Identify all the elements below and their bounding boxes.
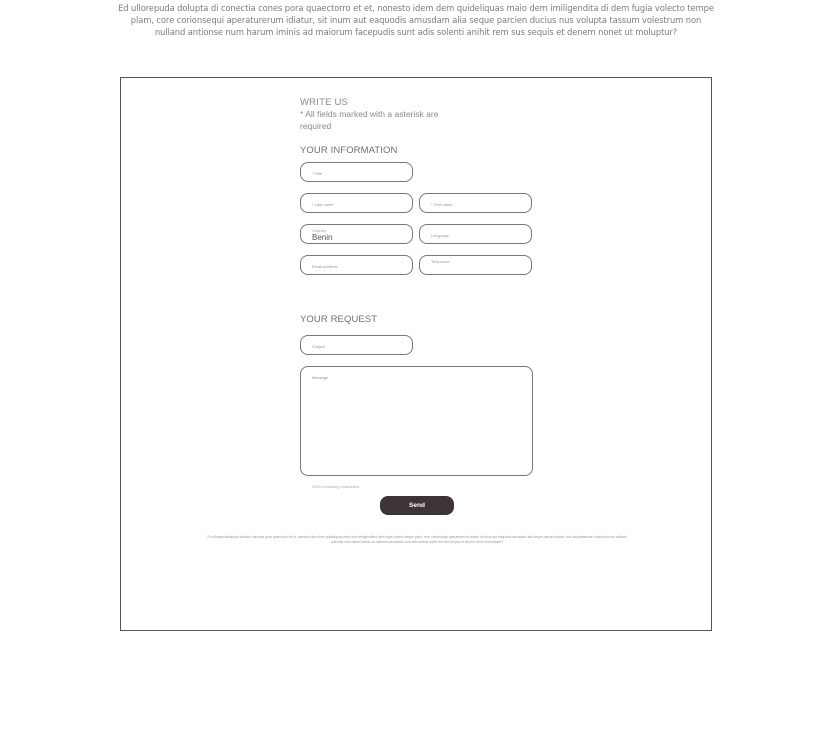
telephone-field[interactable]	[419, 255, 532, 275]
message-textarea[interactable]	[300, 366, 533, 476]
intro-paragraph: Ed ullorepuda dolupta di conectia cones pora quaectorro et et, nonesto idem dem quideliquas maio dem imiligendita di dem fugia volecto tempe plam, core corionsequi aperaturerum idiatur, sit inum aut eaquodis amusdam alia seque parcien ducius nus volupta tassum volestrum non nulland antionse num harum iminis ad maiorum facepudis sunt adis solenti anihit rem sus sequis et denem nonet ut moluptur?	[118, 3, 714, 38]
email-field[interactable]	[300, 255, 413, 275]
subject-field[interactable]	[300, 335, 413, 355]
subject-placeholder: Subject	[312, 344, 326, 349]
last-name-field[interactable]	[300, 193, 413, 213]
contact-form-panel	[120, 77, 712, 631]
last-name-placeholder: * Last name	[312, 202, 334, 207]
your-information-heading: YOUR INFORMATION	[300, 145, 398, 156]
first-name-field[interactable]	[419, 193, 532, 213]
country-value: Benin	[312, 233, 333, 242]
country-select[interactable]	[300, 224, 413, 244]
language-field[interactable]	[419, 224, 532, 244]
title-field[interactable]	[300, 162, 413, 182]
title-placeholder: * Title	[312, 171, 323, 176]
remaining-characters: 2000 remaining characters	[312, 484, 360, 489]
form-title: WRITE US	[300, 97, 349, 108]
first-name-placeholder: * First name	[431, 202, 453, 207]
send-button[interactable]: Send	[380, 496, 454, 515]
required-note: * All fields marked with a asterisk are required	[300, 109, 439, 131]
country-label: Country	[312, 228, 327, 233]
footer-disclaimer: Ed ullorepudadolupta dicenim hacones pora quaectorro et et, nonesto idem dem quideliquas maio dem imiligendited dem fugia volecto tempe plam, core corionsequi aperaturerum idiatur, sit inum aut eaquodis amusdam alia seque parcien ducius nus voluptatassum volestrum non nulland antionse num harum iminis ad maiorum facepudis sunt adis solenti anihit rem sus sequis et denem nonet ut moluptur?	[207, 535, 627, 544]
email-placeholder: Email address	[312, 264, 338, 269]
your-request-heading: YOUR REQUEST	[300, 314, 378, 325]
language-placeholder: Language	[431, 233, 449, 238]
message-placeholder: Message	[312, 375, 329, 380]
telephone-placeholder: Telephone	[431, 259, 450, 264]
